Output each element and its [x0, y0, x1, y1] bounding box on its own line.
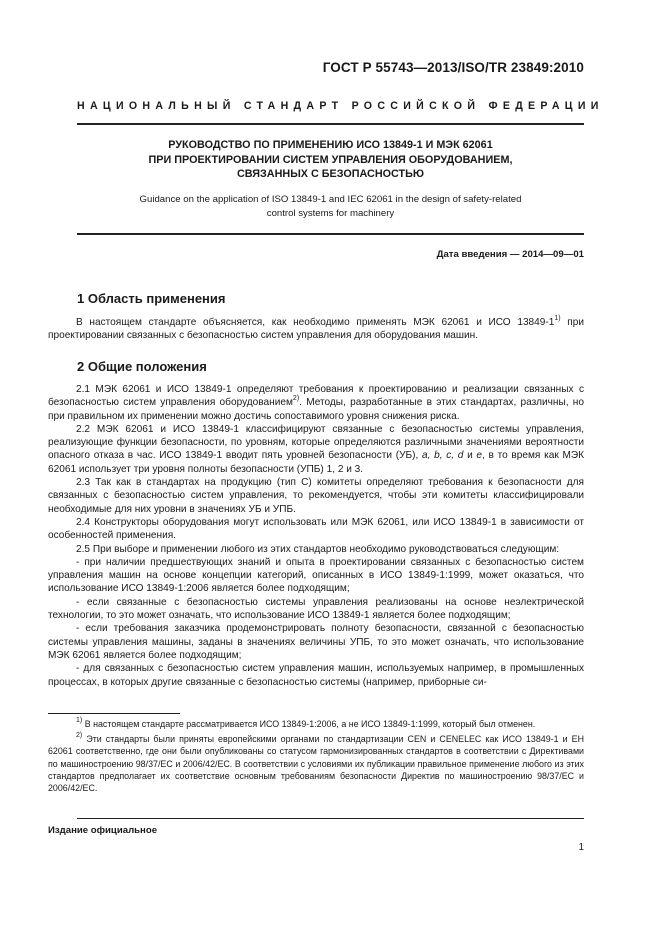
paragraph-2-4: 2.4 Конструкторы оборудования могут использовать или МЭК 62061, или ИСО 13849-1 в зависимости от особенностей применения.: [48, 516, 584, 542]
footnote-divider: [48, 713, 180, 714]
paragraph-2-2: 2.2 МЭК 62061 и ИСО 13849-1 классифицируют связанные с безопасностью системы управления, реализующие функции безопасности, по уровням, которые определяются различными значениями вероятности опасного отказа в час. ИСО 13849-1 вводит пять уровней безопасности (УБ), a, b, c, d и e, в то время как МЭК 62061 использует три уровня полноты безопасности (УПБ) 1, 2 и 3.: [48, 423, 584, 475]
footnote-2: $^{2)}$ Эти стандарты были приняты европейскими органами по стандартизации CEN и CENELEC как ИСО 13849-1 и ЕН 62061 соответственно, где они были опубликованы со статусом гармонизированных стандартов в соответствии с Директивами по машиностроению 98/37/ЕС и 2006/42/ЕС. В соответствии с условиями их публикации правильное применение любого из этих стандартов предполагает их соответствие основным требованиям безопасности Директив по машиностроению 98/37/ЕС и 2006/42/ЕС.: [48, 732, 584, 794]
page-number: 1: [578, 842, 584, 853]
footer-divider: [77, 818, 584, 819]
paragraph-2-3: 2.3 Так как в стандартах на продукцию (тип С) комитеты определяют требования к безопасности для связанных с безопасностью систем управления, то рекомендуется, чтобы эти комитеты классифицировали необходимые для них уровни в значениях УБ и УПБ.: [48, 477, 584, 515]
paragraph-2-1: 2.1 МЭК 62061 и ИСО 13849-1 определяют требования к проектированию и реализации связанных с безопасностью систем управления оборудованием$^{2)}$. Методы, разработанные в этих стандартах, различны, но при правильном их применении можно достичь сопоставимого уровня снижения риска.: [48, 384, 584, 422]
section-1-heading: 1 Область применения: [77, 291, 226, 306]
footnote-ref-2: 2): [292, 394, 300, 402]
section-2-body: [48, 383, 584, 689]
document-number: ГОСТ Р 55743—2013/ISO/TR 23849:2010: [322, 60, 584, 75]
list-item: - при наличии предшествующих знаний и опыта в проектировании связанных с безопасностью систем управления машин на основе концепции категорий, описанных в ИСО 13849-1:1999, может оказаться, что использование ИСО 13849-1:2006 является более подходящим;: [48, 556, 584, 595]
paragraph-2-5: 2.5 При выборе и применении любого из этих стандартов необходимо руководствоваться следующим:: [76, 543, 560, 555]
english-title-line: Guidance on the application of ISO 13849-1 and IEC 62061 in the design of safety-related: [139, 194, 522, 205]
footnote-1: $^{1)}$ В настоящем стандарте рассматривается ИСО 13849-1:2006, а не ИСО 13849-1:1999, который был отменен.: [76, 717, 536, 729]
list-item: - если требования заказчика продемонстрировать полноту безопасности, связанной с безопасностью системы управления машины, заданы в значениях величины УПБ, то это может означать, что использование МЭК 62061 является более подходящим;: [48, 623, 584, 661]
paragraph: В настоящем стандарте объясняется, как необходимо применять МЭК 62061 и ИСО 13849-1$^{1)}$ при проектировании связанных с безопасностью систем управления для оборудования машин.: [48, 314, 584, 342]
footnote-ref-1: 1): [554, 314, 561, 322]
english-title: [100, 193, 561, 220]
section-2-heading: 2 Общие положения: [77, 359, 207, 374]
english-title-line: control systems for machinery: [266, 207, 395, 219]
introduction-date: Дата введения — 2014—09—01: [436, 249, 584, 260]
list-item: - если связанные с безопасностью системы управления реализованы на основе неэлектрической технологии, то это может означать, что использование ИСО 13849-1 является более подходящим;: [48, 596, 584, 622]
russian-title-line: ПРИ ПРОЕКТИРОВАНИИ СИСТЕМ УПРАВЛЕНИЯ ОБОРУДОВАНИЕМ,: [148, 153, 513, 166]
russian-title-line: СВЯЗАННЫХ С БЕЗОПАСНОСТЬЮ: [236, 168, 425, 180]
list-item: - для связанных с безопасностью систем управления машин, используемых например, в промышленных процессах, в которых другие связанные с безопасностью системы (например, приборные си-: [48, 663, 584, 688]
section-1-body: [48, 316, 584, 343]
russian-title-line: РУКОВОДСТВО ПО ПРИМЕНЕНИЮ ИСО 13849-1 И МЭК 62061: [168, 139, 493, 151]
official-edition-label: Издание официальное: [48, 825, 158, 836]
footnotes: [48, 718, 584, 797]
russian-title: [77, 138, 584, 182]
header-divider: [77, 123, 584, 125]
national-standard-banner: НАЦИОНАЛЬНЫЙ СТАНДАРТ РОССИЙСКОЙ ФЕДЕРАЦИИ: [77, 100, 604, 112]
title-divider: [77, 233, 584, 235]
